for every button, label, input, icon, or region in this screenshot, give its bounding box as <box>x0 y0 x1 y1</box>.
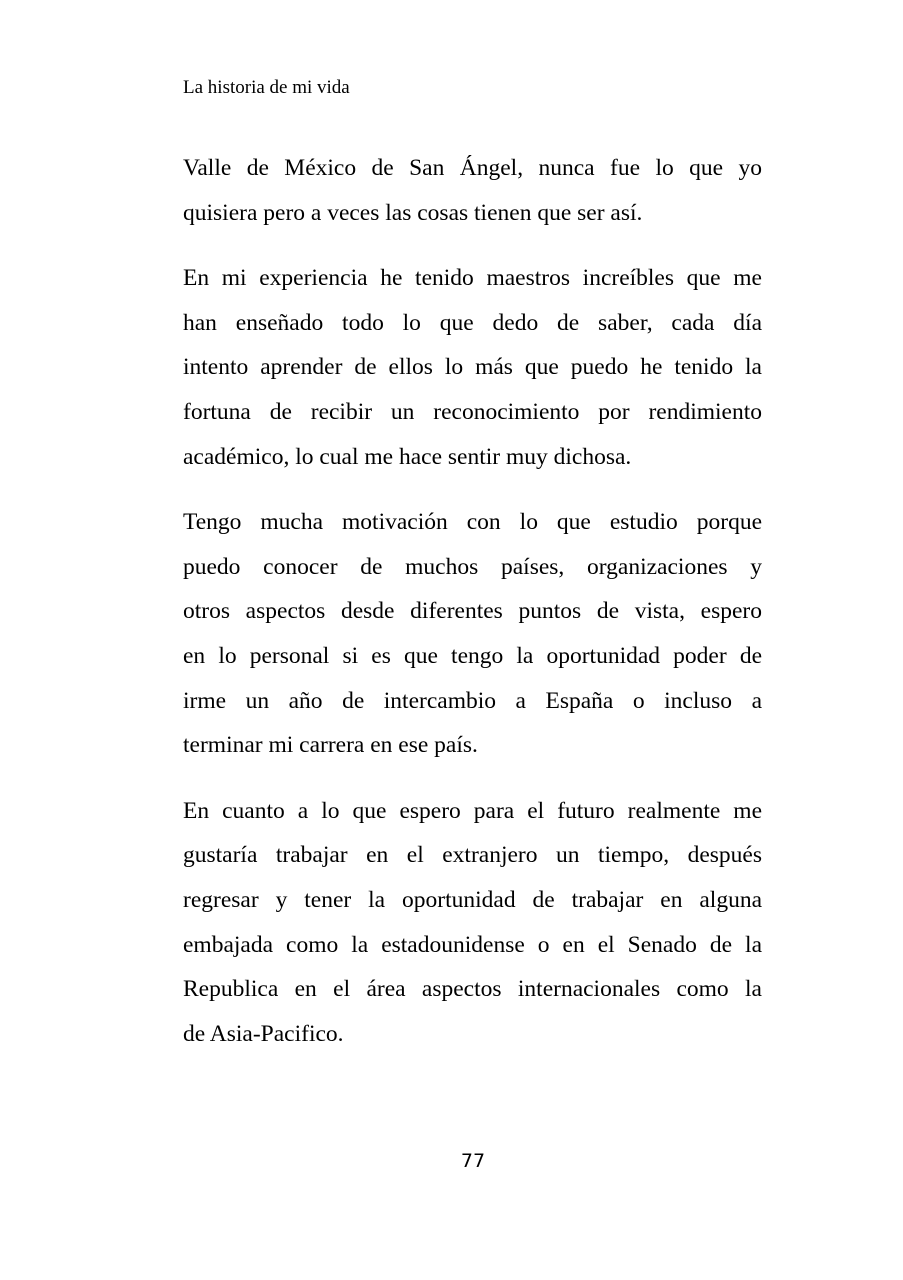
text-line: irme un año de intercambio a España o incluso a <box>183 687 762 714</box>
text-line: terminar mi carrera en ese país. <box>183 732 478 759</box>
text-line: regresar y tener la oportunidad de trabajar en alguna <box>183 886 762 913</box>
paragraph-3 <box>183 500 762 768</box>
text-line: quisiera pero a veces las cosas tienen que ser así. <box>183 199 643 226</box>
text-line: Valle de México de San Ángel, nunca fue lo que yo <box>183 155 762 181</box>
text-line: En mi experiencia he tenido maestros increíbles que me <box>183 265 762 292</box>
running-header: La historia de mi vida <box>183 77 350 98</box>
text-line: de Asia-Pacifico. <box>183 1020 344 1047</box>
text-line: En cuanto a lo que espero para el futuro realmente me <box>183 797 762 824</box>
paragraph-1 <box>183 146 762 235</box>
page-body <box>183 146 762 1077</box>
text-line: Republica en el área aspectos internacionales como la <box>183 976 762 1003</box>
paragraph-2 <box>183 256 762 479</box>
text-line: fortuna de recibir un reconocimiento por rendimiento <box>183 398 762 425</box>
text-line: en lo personal si es que tengo la oportunidad poder de <box>183 642 762 669</box>
text-line: puedo conocer de muchos países, organizaciones y <box>183 553 762 580</box>
text-line: intento aprender de ellos lo más que puedo he tenido la <box>183 354 762 381</box>
text-line: gustaría trabajar en el extranjero un tiempo, después <box>183 842 762 869</box>
text-line: otros aspectos desde diferentes puntos de vista, espero <box>183 598 762 625</box>
page-number: 77 <box>460 1150 486 1172</box>
text-line: académico, lo cual me hace sentir muy dichosa. <box>183 443 632 470</box>
text-line: han enseñado todo lo que dedo de saber, cada día <box>183 309 762 336</box>
text-line: embajada como la estadounidense o en el Senado de la <box>183 931 762 958</box>
paragraph-4 <box>183 789 762 1057</box>
text-line: Tengo mucha motivación con lo que estudio porque <box>183 509 762 536</box>
